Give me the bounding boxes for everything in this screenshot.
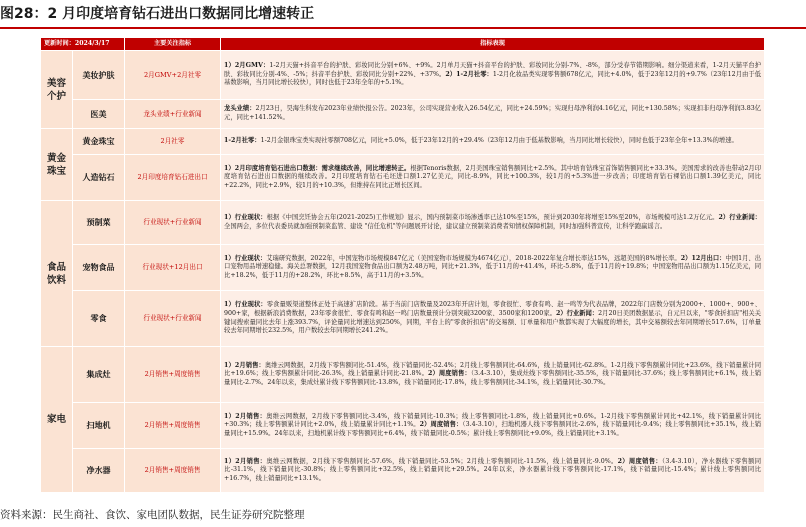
indicator-cell: 行业现状+12月出口 [125, 245, 221, 291]
subcategory-cell: 人造钻石 [73, 155, 125, 201]
subcategory-cell: 扫地机 [73, 403, 125, 449]
performance-cell: 1）2月印度培育钻石进出口数据：需求继续改善，同比增速转正。根据Tenoris数据，2月美国珠宝销售额同比+2.5%。其中培育钻珠宝首饰销售额同比+33.3%。美国需求的改善也带动2月印度培育钻石进出口数据的继续改善。2月印度培育钻石毛坯进口额1.27亿美元，同比-8.9%，同比+100.3%，较1月的+5.3%进一步改善；印度培育钻石裸钻出口额1.39亿美元，同比+22.2%，同比+2.9%，较1月的+10.3%，但维持在同比正增长区间。 [221, 155, 765, 201]
indicator-cell: 龙头业绩+行业新闻 [125, 100, 221, 129]
indicator-cell: 2月社零 [125, 129, 221, 155]
subcategory-cell: 预制菜 [73, 201, 125, 245]
performance-cell: 1）2月销售：奥维云网数据，2月线下零售额同比-51.4%，线下销量同比-52.4%；2月线上零售额同比-64.6%，线上销量同比-62.8%。1-2月线下零售额累计同比+23.6%，线下销量累计同比+19.6%；线上零售额累计同比-26.3%，线上销量累计同比-21.8%。2）周度销售：（3.4-3.10），集成灶线下零售额同比-35.5%，线下销量同比-37.6%；线上零售额同比+6.1%，线上销量同比-2.7%。24年以来，集成灶累计线下零售额同比-13.8%，线下销量同比-17.8%，线上零售额同比-34.1%，线上销量同比-30.7%。 [221, 347, 765, 403]
page-title: 图28：2 月印度培育钻石进出口数据同比增速转正 [0, 6, 315, 22]
performance-cell: 1）行业现状：根据《中国烹饪协会五年(2021-2025)工作规划》显示，国内预制菜市场渗透率已达10%至15%，预计到2030年将增至15%至20%，市场规模可达1.2万亿元。2）行业新闻：全国两会，多位代表委员就加强预制菜监管、建设 "信任危机"等问题展开讨论，建议建立预制菜消费者知情权保障机制，同时加强科普宣传，让科学跑赢谣言。 [221, 201, 765, 245]
performance-cell: 1）2月销售：奥维云网数据，2月线下零售额同比-57.6%，线下销量同比-53.5%；2月线上零售额同比-11.5%，线上销量同比-9.0%。2）周度销售：（3.4-3.10），净水器线下零售额同比-31.1%，线下销量同比-30.8%；线上零售额同比+32.5%，线上销量同比+29.5%。24年以来，净水器累计线下零售额同比-17.1%，线下销量同比-15.4%；累计线上零售额同比+16.7%，线上销量同比+13.1%。 [221, 449, 765, 493]
indicator-header: 主要关注指标 [125, 38, 221, 51]
performance-cell: 1）2月销售：奥维云网数据，2月线下零售额同比-3.4%，线下销量同比-10.3%；线上零售额同比-1.8%，线上销量同比+0.6%。1-2月线下零售额累计同比+42.1%，线下销量累计同比+30.3%；线上零售额累计同比+2.0%，线上销量累计同比+1.1%。2）周度销售：（3.4-3.10），扫地机器人线下零售额同比-2.6%，线下销量同比-9.4%；线上零售额同比+35.1%，线上销量同比+15.9%。24年以来，扫地机累计线下零售额同比+6.4%，线下销量同比-0.5%；累计线上零售额同比+9.0%，线上销量同比+3.1%。 [221, 403, 765, 449]
table-row [41, 245, 765, 291]
update-date-header: 更新时间：2024/3/17 [41, 38, 125, 51]
performance-header: 指标表现 [221, 38, 765, 51]
subcategory-cell: 美妆护肤 [73, 51, 125, 100]
table-row [41, 129, 765, 155]
table-row [41, 51, 765, 100]
indicator-cell: 2月GMV+2月社零 [125, 51, 221, 100]
subcategory-cell: 医美 [73, 100, 125, 129]
indicator-cell: 2月销售+周度销售 [125, 449, 221, 493]
subcategory-cell: 集成灶 [73, 347, 125, 403]
performance-cell: 1-2月社零：1-2月金银珠宝类实现社零额708亿元，同比+5.0%，低于23年12月的+29.4%（23年12月由于低基数影响，当月同比增长较快），同时也低于23年全年+13.3%的增速。 [221, 129, 765, 155]
table-row [41, 347, 765, 403]
indicator-cell: 2月销售+周度销售 [125, 403, 221, 449]
data-table [40, 37, 765, 493]
table-row [41, 155, 765, 201]
subcategory-cell: 零食 [73, 291, 125, 347]
performance-cell: 1）2月GMV：1-2月天猫+抖音平台的护肤、彩妆同比分别+6%、+9%。2月单月天猫+抖音平台的护肤、彩妆同比分别-7%、-8%，部分受春节错期影响。细分渠道来看，1-2月天猫平台护肤、彩妆同比分别-4%、-5%；抖音平台护肤、彩妆同比分别+22%、+37%。2）1-2月社零：1-2月化妆品类实现零售额678亿元，同比+4.0%，低于23年12月的+9.7%（23年12月由于低基数影响，当月同比增长较快），同时也低于23年全年的+5.1%。 [221, 51, 765, 100]
table-row [41, 449, 765, 493]
category-cell: 黄金珠宝 [41, 129, 73, 201]
indicator-cell: 2月销售+周度销售 [125, 347, 221, 403]
title-divider [0, 27, 806, 29]
indicator-cell: 2月印度培育钻石进出口 [125, 155, 221, 201]
table-row [41, 201, 765, 245]
table-row [41, 100, 765, 129]
indicator-cell: 行业现状+行业新闻 [125, 201, 221, 245]
source-note: 资料来源：民生商社、食饮、家电团队数据，民生证券研究院整理 [0, 509, 305, 521]
category-cell: 食品饮料 [41, 201, 73, 347]
subcategory-cell: 黄金珠宝 [73, 129, 125, 155]
subcategory-cell: 净水器 [73, 449, 125, 493]
subcategory-cell: 宠物食品 [73, 245, 125, 291]
performance-cell: 龙头业绩：2月23日，昊海生科发布2023年业绩快报公告。2023年，公司实现营业收入26.54亿元，同比+24.59%；实现归母净利润4.16亿元，同比+130.58%；实现扣非归母净利润3.83亿元，同比+141.52%。 [221, 100, 765, 129]
table-header-row [41, 38, 765, 51]
table-row [41, 291, 765, 347]
performance-cell: 1）行业现状：零食量贩渠道整体正处于高速扩店阶段。基于当前门店数量及2023年开店计划，零食很忙、零食有鸣、赵一鸣等为代表品牌，2022年门店数分别为2000+、1000+、900+、900+家，根据新浪消费数据，23年零食很忙、零食有鸣和赵一鸣门店数量预计分别突破3200家、3500家和1200家。2）行业新闻：2月20日美团数据显示，自元旦以来，"零食折扣店"相关关键词搜索量同比去年上涨393.7%，评论量同比增速达到250%，同期，平台上的"零食折扣店"的交易额、订单量和用户数都实现了大幅度的增长，其中交易额较去年同期增长517.6%，订单量较去年同期增长232.5%，用户数较去年同期增长241.2%。 [221, 291, 765, 347]
performance-cell: 1）行业现状：艾瑞研究数据，2022年，中国宠物市场规模847亿元（美国宠物市场规模为4674亿元），2018-2022年复合增长率达15%，远超美国的8%增长率。2）12月出口：中国1月、出口宠物用品增速稳健。海关总署数据，12月我国宠物食品出口额为2.48万吨，同比+21.3%，低于11月的+41.4%，环比-5.8%，低于11月的+19.8%；中国宠物用品出口额为1.15亿美元，同比+18.2%，低于11月的+28.2%，环比+8.5%，高于11月的+3.5%。 [221, 245, 765, 291]
category-cell: 美容个护 [41, 51, 73, 129]
indicator-cell: 行业现状+行业新闻 [125, 291, 221, 347]
table-row [41, 403, 765, 449]
category-cell: 家电 [41, 347, 73, 493]
